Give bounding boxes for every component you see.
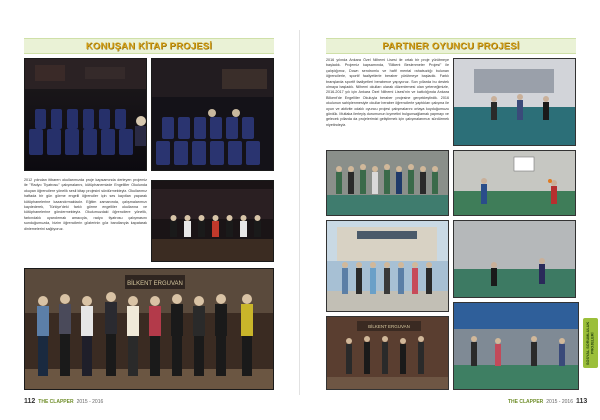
section-side-tab-label: SOSYAL SORUMLULUK PROJELERİ — [586, 321, 595, 365]
left-page-title-bar — [24, 38, 274, 54]
photo-gym-play — [453, 220, 576, 298]
photo-theater-hall — [24, 58, 147, 171]
left-page-title: KONUŞAN KİTAP PROJESİ — [85, 40, 213, 52]
page-gutter — [299, 30, 300, 395]
left-footer-year: 2015 - 2016 — [76, 398, 104, 405]
right-page-title-bar — [326, 38, 576, 54]
right-footer-year: 2015 - 2016 — [546, 398, 573, 405]
photo-gym-group — [326, 150, 449, 216]
right-page-number: 113 — [575, 398, 588, 405]
photo-stage-panel — [151, 180, 274, 262]
section-side-tab — [583, 318, 598, 368]
right-page-title: PARTNER OYUNCU PROJESİ — [382, 40, 520, 52]
left-page-number: 112 — [24, 398, 36, 405]
photo-basketball — [453, 150, 576, 216]
photo-audience — [151, 58, 274, 171]
right-page-body-text: 2016 yılında Ankara Özel Nilhemi Lisesi ile ortak bir proje yürütmeye başladık. Projemiz kapsamında, "Bilkent Beslenmeler Projesi" ile çalıştığımız, Down sendromlu ve hafif mental rahatsızlığı bulunan öğrencilerle, sportif faaliyetlerle beraber yürütmeye başladık. Farklı branşlarda sportif faaliyetleri beraberce yapıyoruz. Son yıllarda bu destek olmaya başladık. Nilhemi okulları olarak düzenlemesi olan yeteneğimizle, 2016-2017 yılı için Ankara Özel Nilhemi Lisesi'nin ve katkılığında Ankara Bilkent'de Engelliler Okuluyla beraber projesine gerçekleştirdik. 2016 okulunun sahiplenmesiyle okullar beraber öğrencilerle yaptıkları çalışma ile oyun ve aktivite odaklı oyuncu projesi çalışmalarını ortaya koyduğumuzu gördük. Mutlaka ilerleyiş durumunun kıymetini bulgunsağlamak yapmayı ve gelecek yıllarda da projelerimizi geliştirmek için çalışmalarımızı sürdürmek niyetindeyiz. — [326, 58, 449, 127]
photo-outdoor-group — [326, 220, 449, 312]
left-footer-brand: THE CLAPPER — [38, 398, 74, 405]
svg-text:BİLKENT ERGUVAN: BİLKENT ERGUVAN — [368, 324, 410, 329]
photo-gym-bottom — [453, 302, 579, 390]
svg-text:BİLKENT ERGUVAN: BİLKENT ERGUVAN — [127, 281, 183, 287]
right-footer-brand: THE CLAPPER — [508, 398, 544, 405]
left-page-body-text: 2012 yılından itibaren okullarımızda proje kapsamında derleyen projemiz ile "Radyo Tiyatrosu" çalışmalarını, kütüphanemizde Engelliler Okulunda okuyan öğrencilere yönelik sesli kitap projesini sürdürmekteyiz. Okullarımız haftada bir gün görme engelli öğrenciler için ses kayıtları yaparak kütüphanelerine kazandırmaktadır. Eğitim zamanında, çalışmalarımızı kaydederek, Türkiye'deki farklı görme engelliler okullarına ve kütüphanelerine göndermekteyiz. Okulumuzdaki öğrencilere yönelik, farkındalık uyandırmak amacıyla, radyo tiyatrosu çalışmasını sunduğumuzda, bizim öğrencilerin gözlerinin göz bandlarıyla kapatarak dinlemelerini sağlıyoruz. — [24, 178, 147, 231]
right-footer — [508, 398, 587, 405]
left-footer — [24, 398, 103, 405]
photo-gym-top — [453, 58, 576, 146]
photo-group-left — [24, 268, 274, 390]
photo-group-sign — [326, 316, 449, 390]
